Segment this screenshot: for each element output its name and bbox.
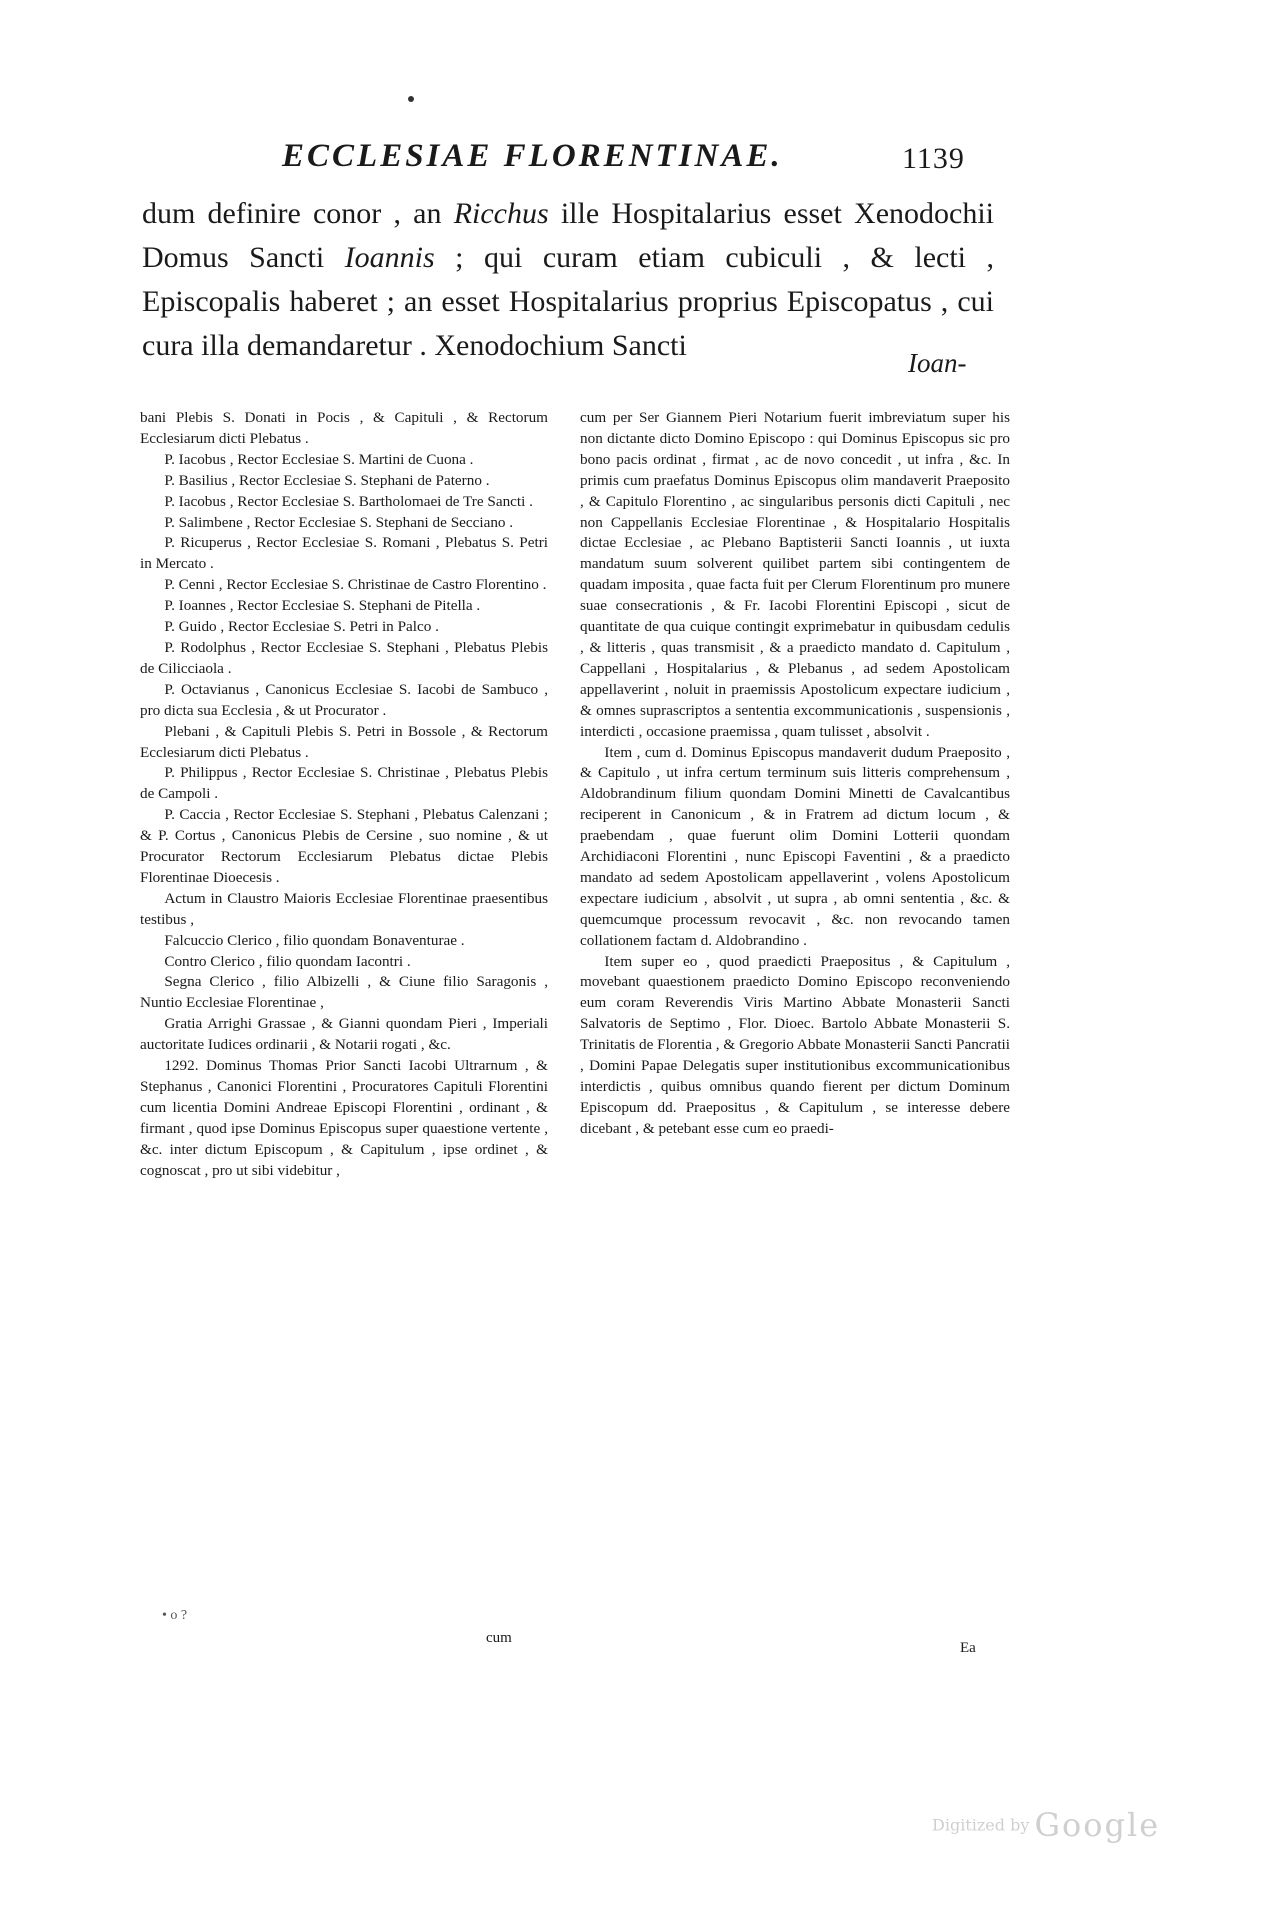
head-name-ioannis: Ioannis [344,241,435,274]
left-paragraph: P. Octavianus , Canonicus Ecclesiae S. Iacobi de Sambuco , pro dicta sua Ecclesia , & ut Procurator . [140,680,548,719]
left-paragraph: P. Philippus , Rector Ecclesiae S. Christinae , Plebatus Plebis de Campoli . [140,764,548,803]
left-paragraph: P. Iacobus , Rector Ecclesiae S. Martini de Cuona . [164,450,474,468]
left-paragraph: Segna Clerico , filio Albizelli , & Ciune filio Saragonis , Nuntio Ecclesiae Florentinae , [140,973,548,1012]
left-paragraph: P. Ricuperus , Rector Ecclesiae S. Romani , Plebatus S. Petri in Mercato . [140,534,548,573]
left-paragraph: Falcuccio Clerico , filio quondam Bonaventurae . [164,931,465,949]
left-paragraph: Plebani , & Capituli Plebis S. Petri in Bossole , & Rectorum Ecclesiarum dicti Plebatus . [140,722,548,761]
left-column [140,408,548,1182]
catchword-top: Ioan- [908,348,967,378]
page-number: 1139 [902,142,965,175]
left-paragraph: P. Salimbene , Rector Ecclesiae S. Stephani de Secciano . [164,513,514,531]
left-paragraph: P. Iacobus , Rector Ecclesiae S. Bartholomaei de Tre Sancti . [164,492,533,510]
catchword-bottom-right: Ea [960,1640,976,1656]
google-logo: Google [1034,1806,1161,1844]
left-paragraph: Gratia Arrighi Grassae , & Gianni quondam Pieri , Imperiali auctoritate Iudices ordinarii , & Notarii rogati , &c. [140,1015,548,1054]
left-paragraph: P. Rodolphus , Rector Ecclesiae S. Stephani , Plebatus Plebis de Cilicciaola . [140,638,548,677]
left-paragraph: Contro Clerico , filio quondam Iacontri . [164,952,411,970]
right-paragraph: Item , cum d. Dominus Episcopus mandaverit dudum Praeposito , & Capitulo , ut infra certum terminum suis litteris comprehensum , Aldobrandinum filium quondam Domini Minetti de Cavalcantibus reciperent in Canonicum , & in Fratrem ad dictum locum , & praebendam , quae fuerunt olim Domini Lotterii quondam Archidiaconi Florentini , nunc Episcopi Faventini , & a praedicto mandato ad sedem Apostolicam appellaverint , volens Apostolicum expectare iudicium , absolvit , ut supra , ab omni sententia , &c. & quemcumque processum revocavit , &c. non revocando tamen collationem factam d. Aldobrandino . [580,743,1010,949]
footer-mark: • o ? [162,1608,188,1623]
left-paragraph: P. Guido , Rector Ecclesiae S. Petri in Palco . [164,618,439,636]
right-paragraph: Item super eo , quod praedicti Praepositus , & Capitulum , movebant quaestionem praedicto Domino Episcopo reconveniendo eum coram Reverendis Viris Martino Abbate Monasterii Sancti Salvatoris de Septimo , Flor. Dioec. Bartolo Abbate Monasterii S. Trinitatis de Florentia , & Gregorio Abbate Monasterii Sancti Pancratii , Domini Papae Delegatis super institutionibus excommunicationibus interdictis , quibus omnibus quando fierent per dictum Dominum Episcopum dd. Praepositus , & Capitulum , se interesse debere dicebant , & petebant esse cum eo praedi- [580,952,1010,1137]
head-text-part3: ; qui curam etiam cubiculi , & lecti , Episcopalis haberet ; an esset Hospitalarius proprius Episcopatus , cui cura illa demandaretur . Xenodochium Sancti [142,241,994,362]
head-text-part2: ille Hospitalarius esset Xenodochii Domus Sancti [142,197,994,274]
left-paragraph: 1292. Dominus Thomas Prior Sancti Iacobi Ultrarnum , & Stephanus , Canonici Florentini , Procuratores Capituli Florentini cum licentia Domini Andreae Episcopi Florentini , ordinant , & firmant , quod ipse Dominus Episcopus super quaestione vertente , &c. inter dictum Episcopum , & Capitulum , ipse ordinet , & cognoscat , pro ut sibi videbitur , [140,1057,548,1179]
right-paragraph: cum per Ser Giannem Pieri Notarium fuerit imbreviatum super his non dictante dicto Domino Episcopo : qui Dominus Episcopus sic pro bono pacis ordinat , firmat , ac de novo concedit , ut infra , &c. In primis cum praefatus Dominus Episcopus olim mandaverit Praeposito , & Capitulo Florentino , ac singularibus personis dicti Capituli , nec non Cappellanis Ecclesiae Florentinae , & Hospitalario Hospitalis dictae Ecclesiae , ac Plebano Baptisterii Sancti Ioannis , ut iuxta mandatum suum solverent quilibet partem sibi contingentem de quadam imposita , quae facta fuit per Clerum Florentinum pro munere suae consecrationis , & Fr. Iacobi Florentini Episcopi , sicut de quantitate de qua cuique contingit exprimebatur in quibusdam cedulis , & litteris , quas transmisit , & a praedicto mandato d. Capitulum , Cappellani , Hospitalarius , & Plebanus , ad sedem Apostolicam appellaverint , noluit in praemissis Apostolicum expectare iudicium , & omnes suprascriptos a sententia excommunicationis , suspensionis , interdicti , occasione praemissa , quam tulisset , absolvit . [580,409,1010,740]
left-paragraph: P. Ioannes , Rector Ecclesiae S. Stephani de Pitella . [164,597,481,615]
digitized-watermark [932,1806,1160,1844]
left-paragraph: P. Cenni , Rector Ecclesiae S. Christinae de Castro Florentino . [164,576,547,594]
left-paragraph: P. Caccia , Rector Ecclesiae S. Stephani , Plebatus Calenzani ; & P. Cortus , Canonicus Plebis de Cersine , suo nomine , & ut Procurator Rectorum Ecclesiarum Plebatus dictae Plebis Florentinae Dioecesis . [140,806,548,886]
head-name-ricchus: Ricchus [453,197,549,230]
right-column [580,408,1010,1140]
left-paragraph: P. Basilius , Rector Ecclesiae S. Stephani de Paterno . [164,471,490,489]
left-paragraph: bani Plebis S. Donati in Pocis , & Capituli , & Rectorum Ecclesiarum dicti Plebatus . [140,409,548,447]
ornament-dot [408,96,414,102]
watermark-prefix: Digitized by [932,1815,1030,1835]
left-paragraph: Actum in Claustro Maioris Ecclesiae Florentinae praesentibus testibus , [140,889,548,928]
head-paragraph [142,192,994,368]
head-text-part1: dum definire conor , an [142,197,454,230]
catchword-bottom-left: cum [486,1630,512,1646]
running-title: ECCLESIAE FLORENTINAE. [282,138,783,174]
